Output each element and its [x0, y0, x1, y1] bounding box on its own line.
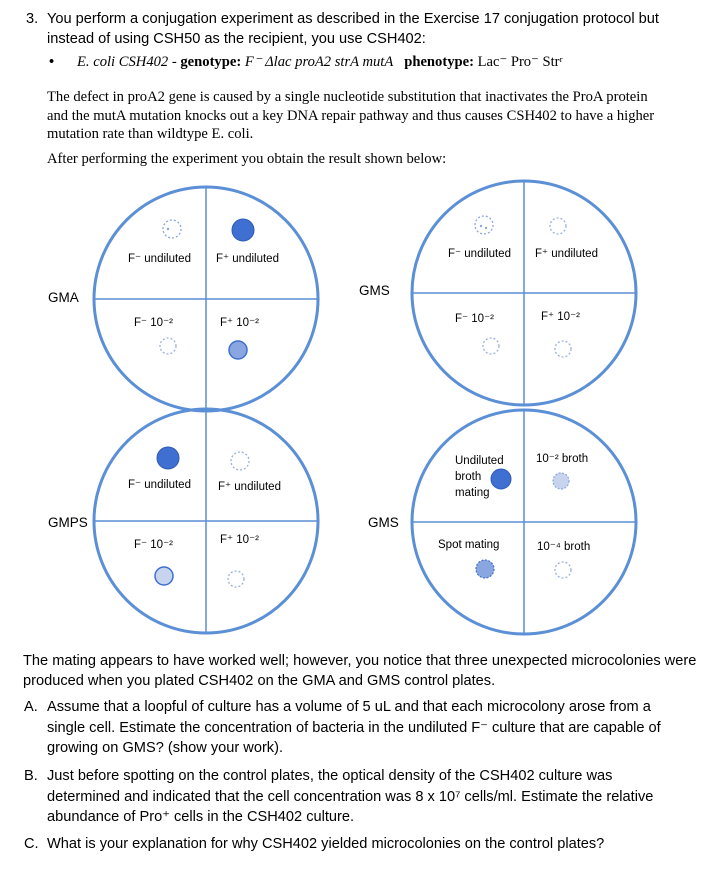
plate-gms-top-q-bl: F⁻ 10⁻²	[455, 313, 494, 325]
colony-spot-dense	[491, 469, 511, 489]
colony-spot-none	[160, 338, 176, 354]
genotype-label: genotype:	[180, 54, 242, 70]
plate-gms-bottom-q-br: 10⁻⁴ broth	[537, 541, 591, 553]
plate-gma	[94, 187, 318, 411]
subquestion-b	[24, 766, 704, 828]
subquestion-letter: A.	[24, 699, 38, 715]
question-number: 3.	[26, 11, 39, 27]
bullet-dot: •	[49, 54, 55, 70]
colony-spot-light	[553, 473, 569, 489]
question-intro-text: You perform a conjugation experiment as described in the Exercise 17 conjugation protocol but instead of using CSH50 as the recipient, you use CSH402:	[47, 11, 659, 47]
colony-spot-medium	[229, 341, 247, 359]
colony-spot-none	[483, 338, 499, 354]
microcolony-dot	[167, 228, 169, 230]
plate-gms-top-q-br: F⁺ 10⁻²	[541, 311, 580, 323]
plate-gmps-q-tr: F⁺ undiluted	[218, 481, 281, 493]
colony-spot-none	[555, 562, 571, 578]
plate-gmps-q-bl: F⁻ 10⁻²	[134, 539, 173, 551]
plate-gms-top-q-tr: F⁺ undiluted	[535, 248, 598, 260]
plate-gmps	[94, 409, 318, 633]
subquestion-letter: C.	[24, 836, 39, 852]
subquestion-text: Assume that a loopful of culture has a volume of 5 uL and that each microcolony arose from a single cell. Estimate the concentration of bacteria in the undiluted F⁻ culture that are capable of growing on GMS? (show your work).	[47, 699, 661, 756]
subquestion-letter: B.	[24, 768, 38, 784]
plate-gms-bottom-q-tl-line3: mating	[455, 487, 490, 499]
plate-gms-bottom-q-tr: 10⁻² broth	[536, 453, 589, 465]
plate-gma-q-br: F⁺ 10⁻²	[220, 317, 259, 329]
plate-gmps-q-tl: F⁻ undiluted	[128, 479, 191, 491]
microcolony-dot	[485, 227, 487, 229]
plate-gma-q-bl: F⁻ 10⁻²	[134, 317, 173, 329]
plate-gma-q-tr: F⁺ undiluted	[216, 253, 279, 265]
plate-gms-bottom	[412, 410, 636, 634]
colony-spot-faint	[475, 216, 493, 234]
plate-gms-bottom-q-tl-line2: broth	[455, 471, 482, 483]
subquestion-a	[24, 697, 704, 759]
colony-spot-none	[228, 571, 244, 587]
plate-label-gms-bottom: GMS	[368, 515, 399, 530]
phenotype-label: phenotype:	[404, 54, 474, 70]
colony-spot-faint	[163, 220, 181, 238]
microcolony-dot	[480, 225, 482, 227]
plate-gms-bottom-q-bl: Spot mating	[438, 539, 500, 551]
plate-label-gma: GMA	[48, 290, 79, 305]
plate-gms-top-q-tl: F⁻ undiluted	[448, 248, 511, 260]
defect-paragraph: The defect in proA2 gene is caused by a single nucleotide substitution that inactivates the ProA protein and the mutA mutation knocks out a key DNA repair pathway and thus causes CSH402 to have a higher mutation rate than wildtype E. coli.	[47, 89, 655, 142]
genotype-value: F⁻ Δlac proA2 strA mutA	[244, 54, 394, 70]
plate-gmps-q-br: F⁺ 10⁻²	[220, 534, 259, 546]
plate-gms-bottom-q-tl-line1: Undiluted	[455, 455, 504, 467]
strain-name: E. coli CSH402 -	[77, 54, 181, 70]
plate-gms-top	[412, 181, 636, 405]
colony-spot-light	[155, 567, 173, 585]
colony-spot-dense	[232, 219, 254, 241]
subquestion-text: Just before spotting on the control plates, the optical density of the CSH402 culture was determined and indicated that the cell concentration was 8 x 10⁷ cells/ml. Estimate the relative abundance of Pro⁺ cells in the CSH402 culture.	[47, 768, 654, 825]
subquestion-text: What is your explanation for why CSH402 yielded microcolonies on the control plates?	[47, 836, 605, 852]
colony-spot-none	[231, 452, 249, 470]
colony-spot-none	[550, 218, 566, 234]
colony-spot-dense	[157, 447, 179, 469]
closing-paragraph: The mating appears to have worked well; however, you notice that three unexpected microcolonies were produced when you plated CSH402 on the GMA and GMS control plates.	[23, 653, 697, 689]
subquestion-c	[24, 834, 704, 856]
colony-spot-none	[555, 341, 571, 357]
plate-gma-q-tl: F⁻ undiluted	[128, 253, 191, 265]
colony-spot-medium	[476, 560, 494, 578]
phenotype-value: Lac⁻ Pro⁻ Strʳ	[477, 54, 563, 70]
plate-label-gmps: GMPS	[48, 515, 88, 530]
result-paragraph: After performing the experiment you obtain the result shown below:	[47, 151, 447, 167]
plate-label-gms-top: GMS	[359, 283, 390, 298]
